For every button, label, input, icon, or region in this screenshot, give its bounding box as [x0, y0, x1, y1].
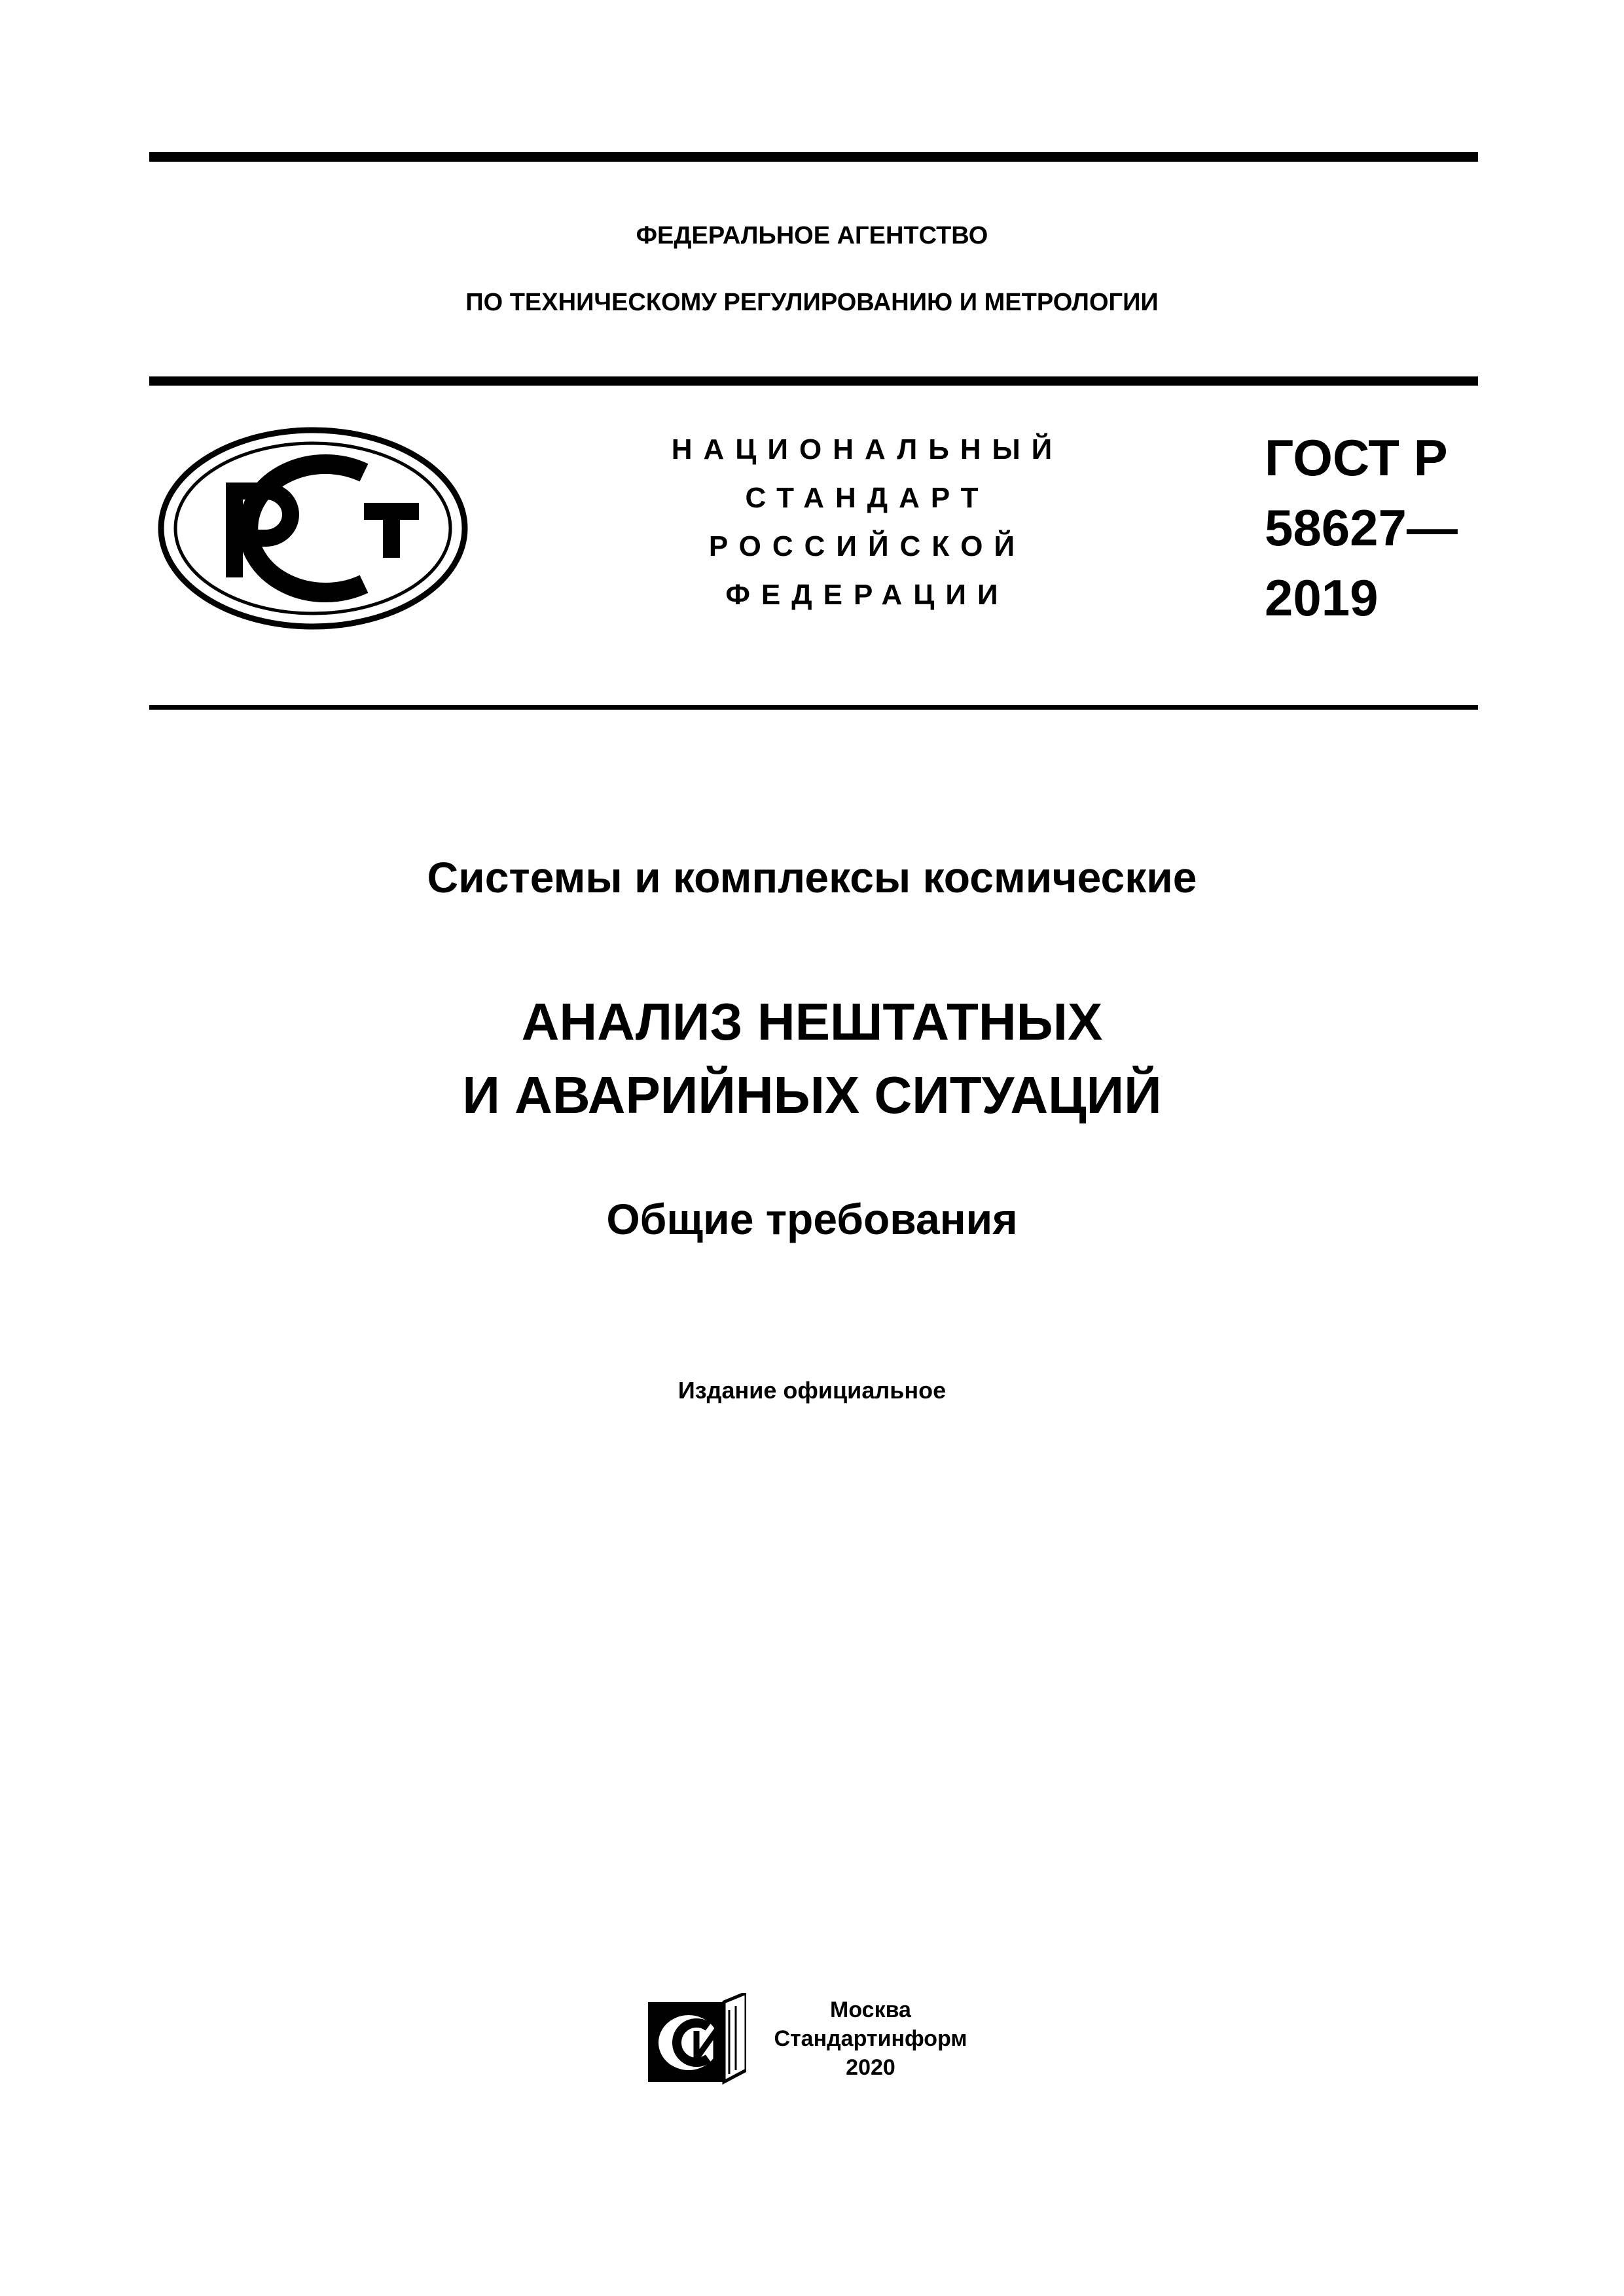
edition-note: Издание официальное [677, 1377, 947, 1404]
imprint-publisher: Стандартинформ [774, 2026, 967, 2051]
title-line-2: И АВАРИЙНЫХ СИТУАЦИЙ [462, 1066, 1162, 1124]
national-line-3: РОССИЙСКОЙ [708, 530, 1026, 562]
lower-rule [149, 705, 1478, 710]
document-subtitle: Общие требования [606, 1195, 1018, 1243]
national-line-2: СТАНДАРТ [745, 482, 990, 514]
middle-rule [149, 376, 1478, 386]
top-rule [149, 152, 1478, 162]
national-line-4: ФЕДЕРАЦИИ [725, 579, 1009, 611]
standartinform-logo [648, 1993, 746, 2085]
standard-designation [1265, 423, 1458, 633]
agency-line-2: ПО ТЕХНИЧЕСКОМУ РЕГУЛИРОВАНИЮ И МЕТРОЛОГИИ [465, 289, 1159, 316]
national-line-1: НАЦИОНАЛЬНЫЙ [671, 433, 1064, 465]
designation-line-1: ГОСТ Р [1265, 429, 1448, 486]
document-title [0, 985, 1624, 1132]
agency-line-1: ФЕДЕРАЛЬНОЕ АГЕНТСТВО [636, 222, 988, 249]
imprint-city: Москва [830, 1997, 911, 2022]
rst-certification-logo [156, 426, 470, 631]
document-subject: Системы и комплексы космические [427, 853, 1197, 902]
national-standard-label [622, 426, 1113, 619]
designation-line-2: 58627— [1265, 499, 1458, 556]
imprint [766, 1995, 975, 2082]
imprint-year: 2020 [846, 2055, 895, 2080]
designation-line-3: 2019 [1265, 569, 1379, 627]
title-line-1: АНАЛИЗ НЕШТАТНЫХ [521, 993, 1103, 1051]
